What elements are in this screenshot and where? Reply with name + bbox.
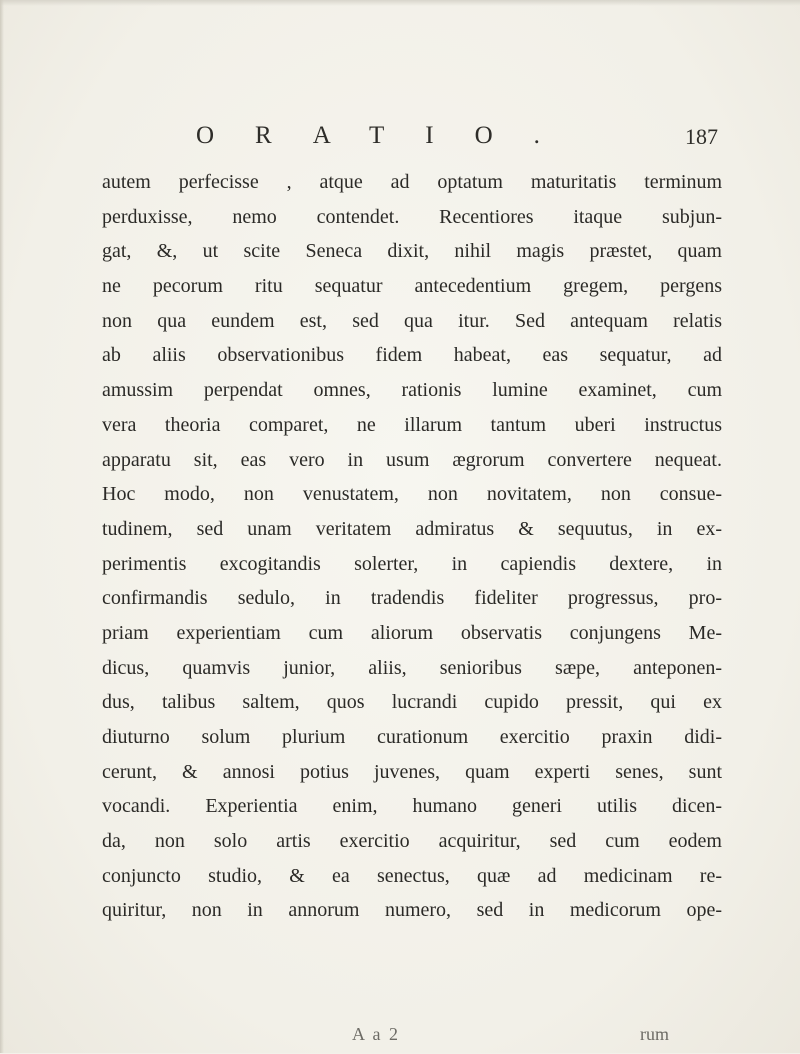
body-text xyxy=(102,165,722,928)
text-line: diuturno solum plurium curationum exercitio praxin didi- xyxy=(102,726,722,748)
text-line: autem perfecisse , atque ad optatum maturitatis terminum xyxy=(102,171,722,193)
text-line: perimentis excogitandis solerter, in capiendis dextere, in xyxy=(102,552,722,575)
text-line: conjuncto studio, & ea senectus, quæ ad medicinam re- xyxy=(102,864,722,887)
text-line: da, non solo artis exercitio acquiritur, sed cum eodem xyxy=(102,830,722,853)
text-line: cerunt, & annosi potius juvenes, quam experti senes, sunt xyxy=(102,760,722,783)
page-footer xyxy=(0,1024,800,1054)
page-top-edge xyxy=(0,0,800,6)
text-line: apparatu sit, eas vero in usum ægrorum convertere nequeat. xyxy=(102,448,722,471)
text-line: tudinem, sed unam veritatem admiratus & sequutus, in ex- xyxy=(102,517,722,540)
text-line: non qua eundem est, sed qua itur. Sed antequam relatis xyxy=(102,309,722,332)
page-header xyxy=(0,122,800,162)
text-line: confirmandis sedulo, in tradendis fideliter progressus, pro- xyxy=(102,587,722,610)
text-line: ab aliis observationibus fidem habeat, eas sequatur, ad xyxy=(102,344,722,367)
text-line: vera theoria comparet, ne illarum tantum uberi instructus xyxy=(102,413,722,436)
page-number: 187 xyxy=(685,124,718,149)
text-line: priam experientiam cum aliorum observatis conjungens Me- xyxy=(102,621,722,644)
signature-mark: A a 2 xyxy=(352,1024,400,1044)
text-line: perduxisse, nemo contendet. Recentiores itaque subjun- xyxy=(102,205,722,228)
text-line: gat, &, ut scite Seneca dixit, nihil magis præstet, quam xyxy=(102,240,722,263)
text-line: ne pecorum ritu sequatur antecedentium gregem, pergens xyxy=(102,275,722,298)
text-line: vocandi. Experientia enim, humano generi utilis dicen- xyxy=(102,795,722,818)
text-line: amussim perpendat omnes, rationis lumine examinet, cum xyxy=(102,379,722,402)
text-line: dicus, quamvis junior, aliis, senioribus sæpe, anteponen- xyxy=(102,656,722,679)
catchword: rum xyxy=(640,1024,669,1044)
text-line: Hoc modo, non venustatem, non novitatem, non consue- xyxy=(102,483,722,506)
running-title: ORATIO. xyxy=(196,122,581,149)
text-line: dus, talibus saltem, quos lucrandi cupido pressit, qui ex xyxy=(102,691,722,714)
text-line: quiritur, non in annorum numero, sed in medicorum ope- xyxy=(102,899,722,922)
